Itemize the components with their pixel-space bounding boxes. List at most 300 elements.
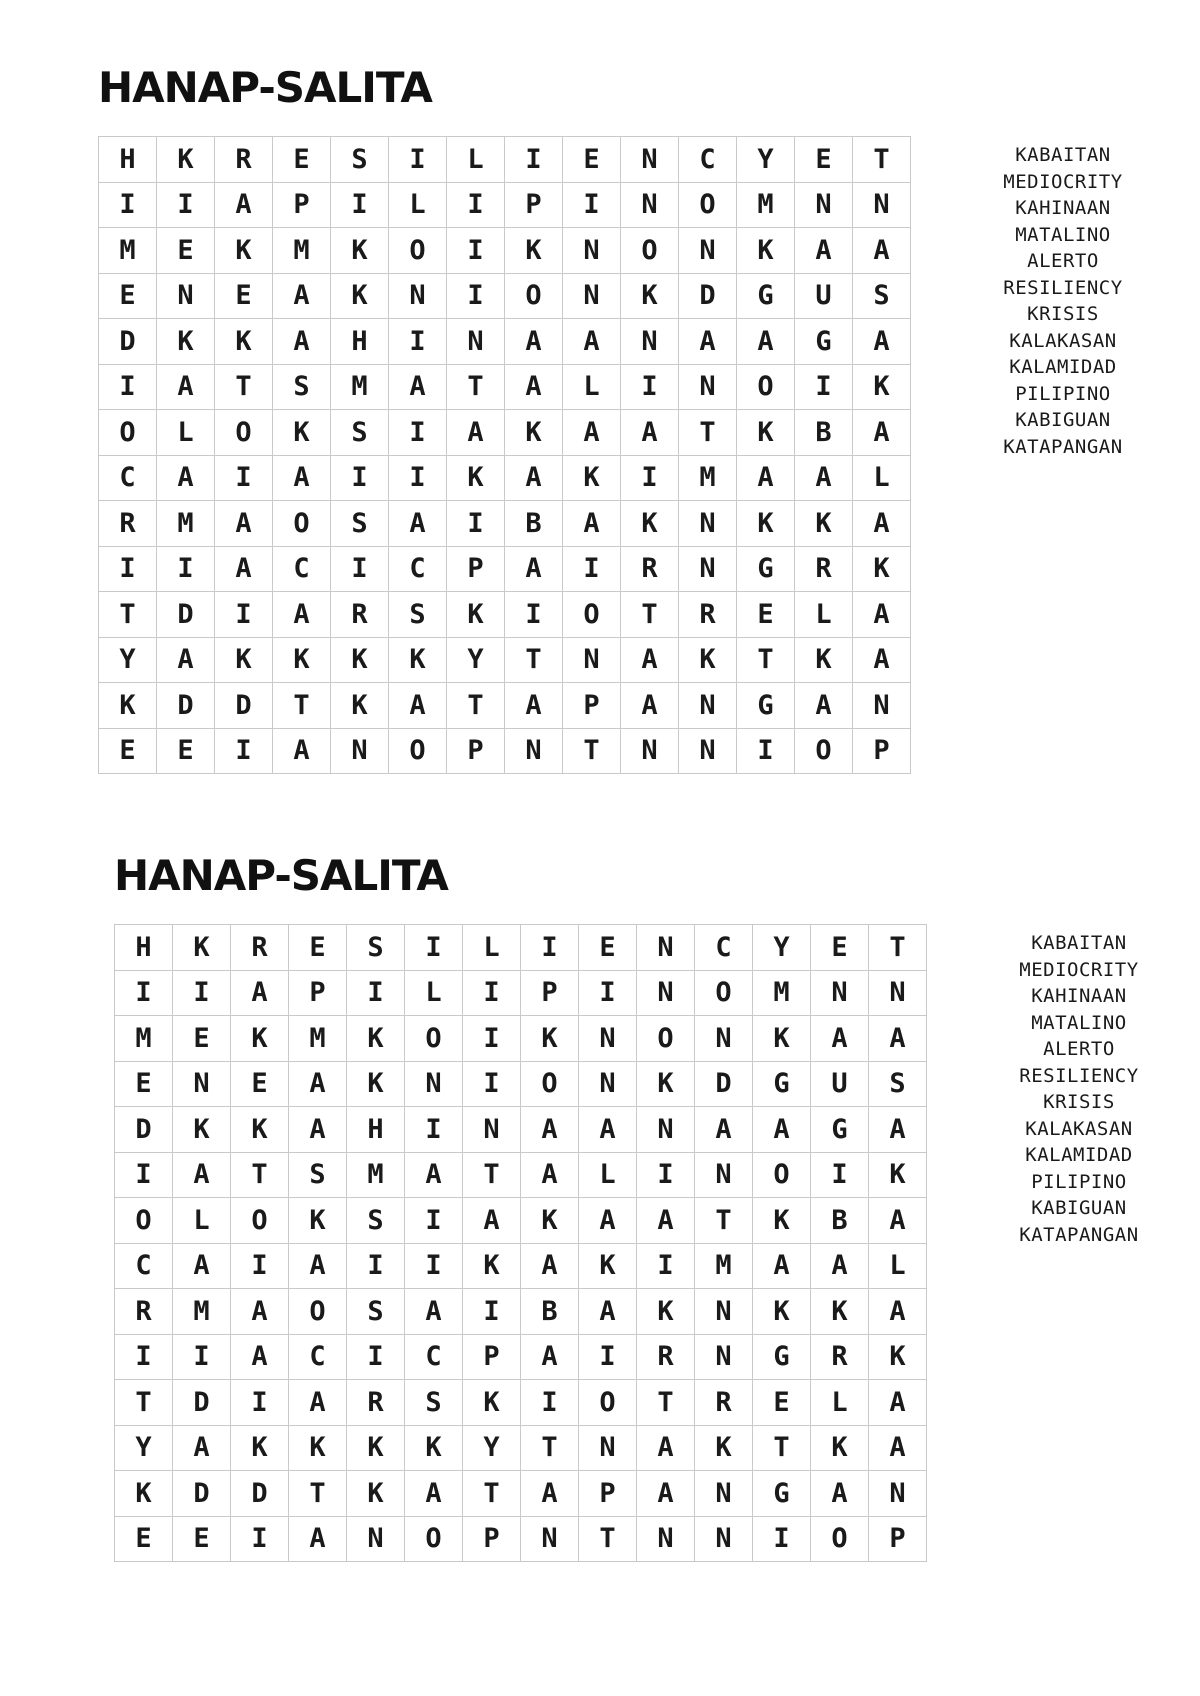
grid-cell: P <box>273 183 331 229</box>
grid-cell: I <box>231 1517 289 1563</box>
grid-cell: S <box>389 592 447 638</box>
grid-cell: M <box>695 1244 753 1290</box>
grid-cell: A <box>579 1107 637 1153</box>
grid-cell: P <box>579 1471 637 1517</box>
word-list-item: MEDIOCRITY <box>1003 170 1123 193</box>
word-list <box>994 930 1164 1248</box>
grid-cell: O <box>99 410 157 456</box>
grid-cell: A <box>173 1426 231 1472</box>
grid-cell: K <box>289 1198 347 1244</box>
grid-cell: C <box>99 456 157 502</box>
grid-cell: H <box>347 1107 405 1153</box>
grid-cell: A <box>521 1335 579 1381</box>
letter-grid <box>98 136 911 774</box>
grid-cell: K <box>621 501 679 547</box>
grid-cell: T <box>737 638 795 684</box>
grid-cell: L <box>563 365 621 411</box>
grid-cell: P <box>447 729 505 775</box>
grid-cell: A <box>231 1289 289 1335</box>
grid-cell: Y <box>99 638 157 684</box>
grid-cell: A <box>173 1244 231 1290</box>
grid-cell: N <box>695 1016 753 1062</box>
grid-cell: D <box>231 1471 289 1517</box>
grid-cell: K <box>231 1016 289 1062</box>
grid-cell: A <box>505 319 563 365</box>
word-list-item: KABAITAN <box>1031 932 1127 954</box>
grid-cell: A <box>795 456 853 502</box>
grid-cell: T <box>695 1198 753 1244</box>
grid-cell: T <box>273 683 331 729</box>
grid-cell: A <box>637 1198 695 1244</box>
grid-cell: G <box>737 547 795 593</box>
grid-cell: A <box>215 547 273 593</box>
grid-cell: D <box>157 592 215 638</box>
grid-cell: K <box>505 410 563 456</box>
word-list-item: MATALINO <box>1031 1011 1127 1034</box>
grid-cell: T <box>231 1153 289 1199</box>
grid-cell: A <box>505 683 563 729</box>
grid-cell: K <box>447 592 505 638</box>
puzzle-title: HANAP-SALITA <box>98 63 432 112</box>
grid-cell: L <box>157 410 215 456</box>
grid-cell: N <box>505 729 563 775</box>
word-list-item: KABAITAN <box>1015 144 1111 166</box>
grid-cell: R <box>347 1380 405 1426</box>
grid-cell: N <box>679 547 737 593</box>
grid-cell: A <box>521 1153 579 1199</box>
grid-cell: K <box>331 274 389 320</box>
grid-cell: K <box>637 1289 695 1335</box>
grid-cell: N <box>447 319 505 365</box>
grid-cell: K <box>215 319 273 365</box>
grid-cell: K <box>737 410 795 456</box>
grid-cell: N <box>579 1016 637 1062</box>
grid-cell: A <box>405 1471 463 1517</box>
grid-cell: L <box>869 1244 927 1290</box>
grid-cell: A <box>521 1471 579 1517</box>
grid-cell: I <box>347 1335 405 1381</box>
grid-cell: T <box>579 1517 637 1563</box>
word-list-item: KALAMIDAD <box>1009 356 1117 378</box>
grid-cell: T <box>463 1153 521 1199</box>
grid-cell: A <box>621 410 679 456</box>
grid-cell: I <box>505 592 563 638</box>
grid-cell: K <box>463 1244 521 1290</box>
grid-cell: G <box>753 1062 811 1108</box>
grid-cell: A <box>273 729 331 775</box>
grid-cell: K <box>869 1335 927 1381</box>
grid-cell: R <box>115 1289 173 1335</box>
grid-cell: T <box>115 1380 173 1426</box>
grid-cell: K <box>737 228 795 274</box>
grid-cell: P <box>505 183 563 229</box>
grid-cell: I <box>521 925 579 971</box>
word-list-item: RESILIENCY <box>1019 1064 1139 1087</box>
grid-cell: I <box>231 1244 289 1290</box>
grid-cell: T <box>505 638 563 684</box>
grid-cell: N <box>405 1062 463 1108</box>
word-list-item: KALAKASAN <box>1009 329 1117 352</box>
grid-cell: R <box>215 137 273 183</box>
grid-cell: R <box>231 925 289 971</box>
grid-cell: I <box>795 365 853 411</box>
grid-cell: O <box>289 1289 347 1335</box>
grid-cell: K <box>505 228 563 274</box>
grid-cell: E <box>753 1380 811 1426</box>
grid-cell: A <box>505 365 563 411</box>
grid-cell: K <box>273 410 331 456</box>
grid-cell: K <box>521 1198 579 1244</box>
grid-cell: I <box>99 365 157 411</box>
grid-cell: T <box>869 925 927 971</box>
grid-cell: M <box>115 1016 173 1062</box>
grid-cell: A <box>795 683 853 729</box>
grid-cell: K <box>115 1471 173 1517</box>
grid-cell: M <box>289 1016 347 1062</box>
grid-cell: B <box>811 1198 869 1244</box>
grid-cell: A <box>389 365 447 411</box>
word-list-item: PILIPINO <box>1031 1170 1127 1193</box>
word-list-item: KRISIS <box>1043 1091 1115 1113</box>
letter-grid <box>114 924 927 1562</box>
grid-cell: A <box>405 1153 463 1199</box>
grid-cell: I <box>579 1335 637 1381</box>
grid-cell: A <box>157 638 215 684</box>
grid-cell: Y <box>753 925 811 971</box>
grid-cell: I <box>521 1380 579 1426</box>
grid-cell: A <box>389 683 447 729</box>
grid-cell: Y <box>447 638 505 684</box>
grid-cell: N <box>695 1517 753 1563</box>
grid-cell: N <box>347 1517 405 1563</box>
grid-cell: K <box>463 1380 521 1426</box>
grid-cell: O <box>389 228 447 274</box>
grid-cell: N <box>563 274 621 320</box>
grid-cell: O <box>231 1198 289 1244</box>
grid-cell: A <box>637 1471 695 1517</box>
grid-cell: E <box>737 592 795 638</box>
grid-cell: K <box>405 1426 463 1472</box>
grid-cell: A <box>621 638 679 684</box>
grid-cell: O <box>405 1016 463 1062</box>
grid-cell: E <box>579 925 637 971</box>
grid-cell: O <box>115 1198 173 1244</box>
grid-cell: N <box>695 1471 753 1517</box>
grid-cell: D <box>157 683 215 729</box>
grid-cell: S <box>405 1380 463 1426</box>
grid-cell: Y <box>115 1426 173 1472</box>
grid-cell: E <box>115 1517 173 1563</box>
grid-cell: T <box>621 592 679 638</box>
grid-cell: O <box>579 1380 637 1426</box>
word-list-item: RESILIENCY <box>1003 276 1123 299</box>
grid-cell: O <box>273 501 331 547</box>
grid-cell: D <box>173 1380 231 1426</box>
grid-cell: I <box>215 456 273 502</box>
grid-cell: N <box>173 1062 231 1108</box>
grid-cell: I <box>637 1153 695 1199</box>
word-list-item: KRISIS <box>1027 303 1099 325</box>
grid-cell: M <box>157 501 215 547</box>
grid-cell: O <box>563 592 621 638</box>
word-list-item: KABIGUAN <box>1031 1197 1127 1219</box>
grid-cell: U <box>811 1062 869 1108</box>
grid-cell: N <box>853 683 911 729</box>
grid-cell: Y <box>737 137 795 183</box>
grid-cell: I <box>637 1244 695 1290</box>
word-list-item: KATAPANGAN <box>1003 435 1123 458</box>
grid-cell: T <box>753 1426 811 1472</box>
grid-cell: N <box>679 228 737 274</box>
word-list-item: KALAKASAN <box>1025 1117 1133 1140</box>
grid-cell: I <box>389 319 447 365</box>
grid-cell: D <box>99 319 157 365</box>
word-list-item: KAHINAAN <box>1031 985 1127 1007</box>
grid-cell: A <box>405 1289 463 1335</box>
grid-cell: M <box>679 456 737 502</box>
grid-cell: S <box>853 274 911 320</box>
grid-cell: A <box>215 183 273 229</box>
grid-cell: K <box>753 1289 811 1335</box>
grid-cell: M <box>331 365 389 411</box>
grid-cell: M <box>99 228 157 274</box>
grid-cell: O <box>621 228 679 274</box>
word-list-item: KAHINAAN <box>1015 197 1111 219</box>
grid-cell: A <box>273 456 331 502</box>
grid-cell: K <box>389 638 447 684</box>
grid-cell: L <box>173 1198 231 1244</box>
grid-cell: I <box>405 1107 463 1153</box>
grid-cell: N <box>679 683 737 729</box>
grid-cell: N <box>811 971 869 1017</box>
grid-cell: K <box>447 456 505 502</box>
grid-cell: A <box>273 274 331 320</box>
grid-cell: R <box>637 1335 695 1381</box>
grid-cell: T <box>215 365 273 411</box>
grid-cell: A <box>869 1380 927 1426</box>
grid-cell: I <box>505 137 563 183</box>
grid-cell: C <box>679 137 737 183</box>
grid-cell: P <box>563 683 621 729</box>
grid-cell: A <box>173 1153 231 1199</box>
grid-cell: T <box>289 1471 347 1517</box>
grid-cell: K <box>621 274 679 320</box>
grid-cell: A <box>289 1244 347 1290</box>
word-list-item: ALERTO <box>1027 250 1099 272</box>
grid-cell: K <box>795 501 853 547</box>
grid-cell: K <box>347 1426 405 1472</box>
grid-cell: S <box>273 365 331 411</box>
grid-cell: N <box>389 274 447 320</box>
grid-cell: O <box>679 183 737 229</box>
grid-cell: R <box>795 547 853 593</box>
grid-cell: K <box>157 319 215 365</box>
grid-cell: A <box>289 1380 347 1426</box>
grid-cell: T <box>99 592 157 638</box>
grid-cell: N <box>695 1153 753 1199</box>
grid-cell: O <box>811 1517 869 1563</box>
grid-cell: I <box>447 274 505 320</box>
grid-cell: D <box>215 683 273 729</box>
grid-cell: E <box>157 228 215 274</box>
grid-cell: K <box>753 1016 811 1062</box>
grid-cell: T <box>463 1471 521 1517</box>
grid-cell: L <box>811 1380 869 1426</box>
grid-cell: O <box>753 1153 811 1199</box>
grid-cell: A <box>389 501 447 547</box>
grid-cell: E <box>115 1062 173 1108</box>
grid-cell: B <box>795 410 853 456</box>
grid-cell: R <box>331 592 389 638</box>
grid-cell: A <box>753 1244 811 1290</box>
grid-cell: P <box>521 971 579 1017</box>
grid-cell: N <box>563 638 621 684</box>
grid-cell: G <box>737 683 795 729</box>
grid-cell: P <box>853 729 911 775</box>
grid-cell: K <box>811 1426 869 1472</box>
grid-cell: K <box>157 137 215 183</box>
grid-cell: N <box>621 183 679 229</box>
grid-cell: R <box>679 592 737 638</box>
grid-cell: K <box>173 925 231 971</box>
grid-cell: A <box>505 547 563 593</box>
grid-cell: A <box>273 319 331 365</box>
grid-cell: T <box>447 683 505 729</box>
grid-cell: I <box>463 1016 521 1062</box>
grid-cell: A <box>737 456 795 502</box>
grid-cell: I <box>447 228 505 274</box>
grid-cell: I <box>99 183 157 229</box>
grid-cell: O <box>737 365 795 411</box>
grid-cell: I <box>563 183 621 229</box>
grid-cell: M <box>273 228 331 274</box>
grid-cell: R <box>811 1335 869 1381</box>
grid-cell: A <box>853 410 911 456</box>
grid-cell: N <box>463 1107 521 1153</box>
grid-cell: I <box>447 183 505 229</box>
grid-cell: A <box>521 1107 579 1153</box>
grid-cell: K <box>231 1426 289 1472</box>
grid-cell: K <box>853 547 911 593</box>
grid-cell: I <box>463 971 521 1017</box>
grid-cell: N <box>679 729 737 775</box>
grid-cell: N <box>637 925 695 971</box>
grid-cell: E <box>811 925 869 971</box>
grid-cell: B <box>521 1289 579 1335</box>
grid-cell: K <box>795 638 853 684</box>
grid-cell: I <box>447 501 505 547</box>
grid-cell: N <box>521 1517 579 1563</box>
grid-cell: A <box>811 1016 869 1062</box>
grid-cell: I <box>331 456 389 502</box>
grid-cell: A <box>853 501 911 547</box>
grid-cell: L <box>579 1153 637 1199</box>
grid-cell: A <box>579 1289 637 1335</box>
word-list-item: MATALINO <box>1015 223 1111 246</box>
grid-cell: A <box>157 456 215 502</box>
grid-cell: O <box>505 274 563 320</box>
grid-cell: K <box>695 1426 753 1472</box>
grid-cell: A <box>811 1244 869 1290</box>
grid-cell: N <box>621 729 679 775</box>
grid-cell: I <box>115 971 173 1017</box>
grid-cell: M <box>753 971 811 1017</box>
grid-cell: G <box>753 1471 811 1517</box>
grid-cell: K <box>853 365 911 411</box>
grid-cell: K <box>737 501 795 547</box>
grid-cell: H <box>99 137 157 183</box>
grid-cell: I <box>405 1198 463 1244</box>
grid-cell: I <box>405 925 463 971</box>
grid-cell: I <box>115 1153 173 1199</box>
grid-cell: C <box>273 547 331 593</box>
grid-cell: L <box>853 456 911 502</box>
grid-cell: D <box>115 1107 173 1153</box>
grid-cell: I <box>463 1062 521 1108</box>
grid-cell: S <box>347 1198 405 1244</box>
grid-cell: E <box>273 137 331 183</box>
grid-cell: T <box>853 137 911 183</box>
grid-cell: A <box>505 456 563 502</box>
grid-cell: H <box>331 319 389 365</box>
grid-cell: E <box>795 137 853 183</box>
grid-cell: T <box>521 1426 579 1472</box>
grid-cell: G <box>737 274 795 320</box>
grid-cell: I <box>157 547 215 593</box>
grid-cell: R <box>621 547 679 593</box>
grid-cell: T <box>563 729 621 775</box>
grid-cell: N <box>853 183 911 229</box>
grid-cell: N <box>637 971 695 1017</box>
grid-cell: E <box>173 1016 231 1062</box>
word-list-item: KALAMIDAD <box>1025 1144 1133 1166</box>
grid-cell: D <box>695 1062 753 1108</box>
grid-cell: N <box>621 137 679 183</box>
grid-cell: N <box>695 1335 753 1381</box>
grid-cell: N <box>331 729 389 775</box>
grid-cell: C <box>289 1335 347 1381</box>
grid-cell: T <box>679 410 737 456</box>
grid-cell: E <box>99 729 157 775</box>
puzzle-title: HANAP-SALITA <box>114 851 448 900</box>
grid-cell: A <box>231 1335 289 1381</box>
word-list <box>978 142 1148 460</box>
grid-cell: G <box>795 319 853 365</box>
grid-cell: E <box>173 1517 231 1563</box>
grid-cell: I <box>389 456 447 502</box>
grid-cell: N <box>637 1107 695 1153</box>
grid-cell: I <box>389 137 447 183</box>
grid-cell: L <box>795 592 853 638</box>
grid-cell: Y <box>463 1426 521 1472</box>
grid-cell: K <box>289 1426 347 1472</box>
grid-cell: K <box>347 1062 405 1108</box>
word-list-item: ALERTO <box>1043 1038 1115 1060</box>
grid-cell: T <box>447 365 505 411</box>
grid-cell: B <box>505 501 563 547</box>
grid-cell: P <box>463 1517 521 1563</box>
grid-cell: N <box>563 228 621 274</box>
grid-cell: A <box>869 1426 927 1472</box>
grid-cell: A <box>869 1016 927 1062</box>
grid-cell: A <box>215 501 273 547</box>
grid-cell: P <box>447 547 505 593</box>
grid-cell: I <box>347 1244 405 1290</box>
grid-cell: N <box>695 1289 753 1335</box>
grid-cell: I <box>389 410 447 456</box>
grid-cell: A <box>621 683 679 729</box>
grid-cell: L <box>389 183 447 229</box>
